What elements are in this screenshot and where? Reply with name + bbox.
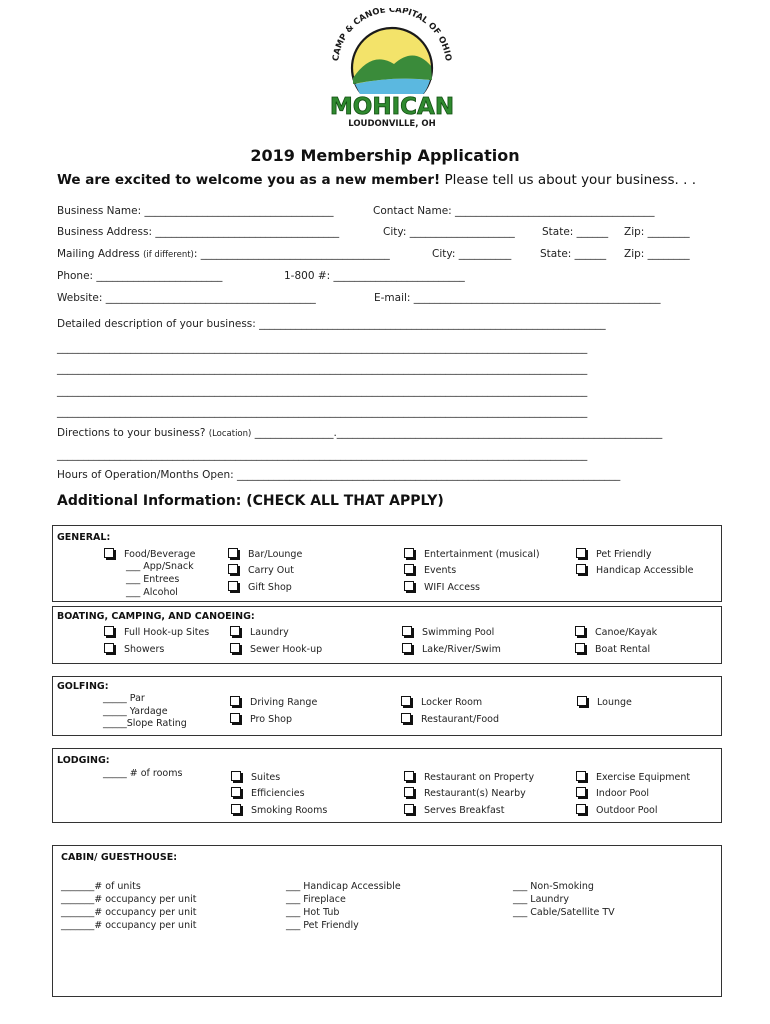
checkbox-breakfast[interactable]: Serves Breakfast: [404, 804, 504, 816]
checkbox-icon[interactable]: [401, 713, 411, 723]
checkbox-indoor-pool[interactable]: Indoor Pool: [576, 787, 649, 799]
welcome-text: [57, 172, 696, 188]
checkbox-icon[interactable]: [231, 804, 241, 814]
business-address-field[interactable]: Business Address: ___________________________________: [57, 226, 340, 238]
checkbox-icon[interactable]: [231, 787, 241, 797]
cabin-occupancy[interactable]: _______# occupancy per unit: [61, 920, 197, 931]
contact-name-field[interactable]: Contact Name: ______________________________________: [373, 205, 655, 217]
checkbox-icon[interactable]: [575, 626, 585, 636]
mailing-zip-field[interactable]: Zip: ________: [624, 248, 690, 260]
checkbox-showers[interactable]: Showers: [104, 643, 164, 655]
description-line[interactable]: _____________________________________________________________________________________________________: [57, 406, 588, 418]
checkbox-gift-shop[interactable]: Gift Shop: [228, 581, 292, 593]
directions-line: _______________.______________________________________________________________: [254, 427, 663, 439]
checkbox-icon[interactable]: [404, 804, 414, 814]
cabin-occupancy[interactable]: _______# occupancy per unit: [61, 907, 197, 918]
checkbox-icon[interactable]: [402, 643, 412, 653]
mailing-city-field[interactable]: City: __________: [432, 248, 512, 260]
checkbox-restaurant-property[interactable]: Restaurant on Property: [404, 771, 534, 783]
checkbox-icon[interactable]: [104, 626, 114, 636]
checkbox-lake[interactable]: Lake/River/Swim: [402, 643, 501, 655]
logo-location: LOUDONVILLE, OH: [348, 119, 436, 129]
welcome-rest: Please tell us about your business. . .: [440, 172, 697, 188]
checkbox-restaurant-nearby[interactable]: Restaurant(s) Nearby: [404, 787, 526, 799]
golf-par[interactable]: _____ Par: [103, 693, 145, 704]
description-line[interactable]: _____________________________________________________________________________________________________: [57, 385, 588, 397]
checkbox-entertainment[interactable]: Entertainment (musical): [404, 548, 540, 560]
checkbox-exercise[interactable]: Exercise Equipment: [576, 771, 690, 783]
checkbox-outdoor-pool[interactable]: Outdoor Pool: [576, 804, 657, 816]
checkbox-icon[interactable]: [404, 564, 414, 574]
hours-field[interactable]: Hours of Operation/Months Open: _________________________________________________________________________: [57, 469, 621, 481]
boating-label: BOATING, CAMPING, AND CANOEING:: [57, 611, 255, 622]
checkbox-events[interactable]: Events: [404, 564, 456, 576]
description-field[interactable]: Detailed description of your business: __________________________________________________________________: [57, 318, 606, 330]
website-field[interactable]: Website: ________________________________________: [57, 292, 316, 304]
checkbox-bar-lounge[interactable]: Bar/Lounge: [228, 548, 302, 560]
checkbox-icon[interactable]: [228, 548, 238, 558]
mailing-address-field[interactable]: [57, 248, 390, 260]
golf-yardage[interactable]: _____ Yardage: [103, 706, 168, 717]
cabin-hot-tub[interactable]: ___ Hot Tub: [286, 907, 340, 918]
description-line[interactable]: _____________________________________________________________________________________________________: [57, 363, 588, 375]
food-sub-alcohol[interactable]: ___ Alcohol: [126, 587, 178, 598]
checkbox-icon[interactable]: [577, 696, 587, 706]
checkbox-icon[interactable]: [576, 771, 586, 781]
checkbox-golf-lounge[interactable]: Lounge: [577, 696, 632, 708]
checkbox-icon[interactable]: [104, 643, 114, 653]
golf-slope[interactable]: _____Slope Rating: [103, 718, 187, 729]
checkbox-icon[interactable]: [402, 626, 412, 636]
checkbox-icon[interactable]: [576, 564, 586, 574]
mailing-state-field[interactable]: State: ______: [540, 248, 607, 260]
logo-arc-text: CAMP & CANOE CAPITAL OF OHIO: [331, 8, 453, 62]
state-field[interactable]: State: ______: [542, 226, 609, 238]
checkbox-icon[interactable]: [404, 548, 414, 558]
checkbox-carry-out[interactable]: Carry Out: [228, 564, 294, 576]
checkbox-icon[interactable]: [230, 713, 240, 723]
cabin-laundry[interactable]: ___ Laundry: [513, 894, 569, 905]
mohican-logo: [322, 8, 462, 130]
checkbox-icon[interactable]: [231, 771, 241, 781]
email-field[interactable]: E-mail: _______________________________________________: [374, 292, 661, 304]
cabin-pet-friendly[interactable]: ___ Pet Friendly: [286, 920, 359, 931]
checkbox-swimming-pool[interactable]: Swimming Pool: [402, 626, 494, 638]
checkbox-icon[interactable]: [230, 643, 240, 653]
food-sub-app[interactable]: ___ App/Snack: [126, 561, 194, 572]
mailing-line: : ____________________________________: [193, 248, 390, 260]
mailing-note: (if different): [143, 250, 194, 260]
page-title: 2019 Membership Application: [250, 146, 520, 165]
cabin-cable[interactable]: ___ Cable/Satellite TV: [513, 907, 615, 918]
checkbox-icon[interactable]: [576, 787, 586, 797]
checkbox-smoking-rooms[interactable]: Smoking Rooms: [231, 804, 327, 816]
checkbox-icon[interactable]: [576, 548, 586, 558]
checkbox-food-beverage[interactable]: Food/Beverage: [104, 548, 195, 560]
golfing-label: GOLFING:: [57, 681, 109, 692]
checkbox-icon[interactable]: [230, 696, 240, 706]
additional-info-heading: Additional Information: (CHECK ALL THAT APPLY): [57, 493, 444, 509]
directions-line[interactable]: _____________________________________________________________________________________________________: [57, 449, 588, 461]
cabin-fireplace[interactable]: ___ Fireplace: [286, 894, 346, 905]
cabin-non-smoking[interactable]: ___ Non-Smoking: [513, 881, 594, 892]
checkbox-efficiencies[interactable]: Efficiencies: [231, 787, 305, 799]
checkbox-icon[interactable]: [401, 696, 411, 706]
checkbox-restaurant-food[interactable]: Restaurant/Food: [401, 713, 499, 725]
checkbox-icon[interactable]: [104, 548, 114, 558]
checkbox-laundry[interactable]: Laundry: [230, 626, 289, 638]
description-line[interactable]: _____________________________________________________________________________________________________: [57, 342, 588, 354]
directions-note: (Location): [208, 429, 252, 439]
checkbox-icon[interactable]: [575, 643, 585, 653]
cabin-handicap[interactable]: ___ Handicap Accessible: [286, 881, 401, 892]
business-name-field[interactable]: Business Name: ____________________________________: [57, 205, 334, 217]
checkbox-pet-friendly[interactable]: Pet Friendly: [576, 548, 651, 560]
checkbox-icon[interactable]: [404, 581, 414, 591]
checkbox-sewer[interactable]: Sewer Hook-up: [230, 643, 322, 655]
cabin-occupancy[interactable]: _______# occupancy per unit: [61, 894, 197, 905]
checkbox-icon[interactable]: [404, 787, 414, 797]
cabin-label: CABIN/ GUESTHOUSE:: [61, 852, 178, 863]
directions-label: Directions to your business?: [57, 427, 206, 439]
mailing-label: Mailing Address: [57, 248, 140, 260]
checkbox-pro-shop[interactable]: Pro Shop: [230, 713, 292, 725]
checkbox-icon[interactable]: [228, 581, 238, 591]
checkbox-icon[interactable]: [228, 564, 238, 574]
checkbox-suites[interactable]: Suites: [231, 771, 280, 783]
checkbox-canoe[interactable]: Canoe/Kayak: [575, 626, 657, 638]
checkbox-wifi[interactable]: WIFI Access: [404, 581, 480, 593]
welcome-bold: We are excited to welcome you as a new member!: [57, 172, 441, 188]
city-field[interactable]: City: ____________________: [383, 226, 515, 238]
phone-field[interactable]: Phone: ________________________: [57, 270, 223, 282]
checkbox-handicap[interactable]: Handicap Accessible: [576, 564, 693, 576]
logo-name: MOHICAN: [329, 94, 455, 120]
checkbox-icon[interactable]: [230, 626, 240, 636]
zip-field[interactable]: Zip: ________: [624, 226, 690, 238]
lodging-label: LODGING:: [57, 755, 110, 766]
checkbox-locker-room[interactable]: Locker Room: [401, 696, 482, 708]
lodging-rooms[interactable]: _____ # of rooms: [103, 768, 183, 779]
general-label: GENERAL:: [57, 532, 111, 543]
food-sub-entrees[interactable]: ___ Entrees: [126, 574, 180, 585]
checkbox-driving-range[interactable]: Driving Range: [230, 696, 317, 708]
checkbox-boat-rental[interactable]: Boat Rental: [575, 643, 650, 655]
directions-field[interactable]: [57, 427, 662, 439]
checkbox-icon[interactable]: [576, 804, 586, 814]
tollfree-field[interactable]: 1-800 #: _________________________: [284, 270, 465, 282]
cabin-units[interactable]: _______# of units: [61, 881, 141, 892]
checkbox-icon[interactable]: [404, 771, 414, 781]
checkbox-hookup[interactable]: Full Hook-up Sites: [104, 626, 209, 638]
